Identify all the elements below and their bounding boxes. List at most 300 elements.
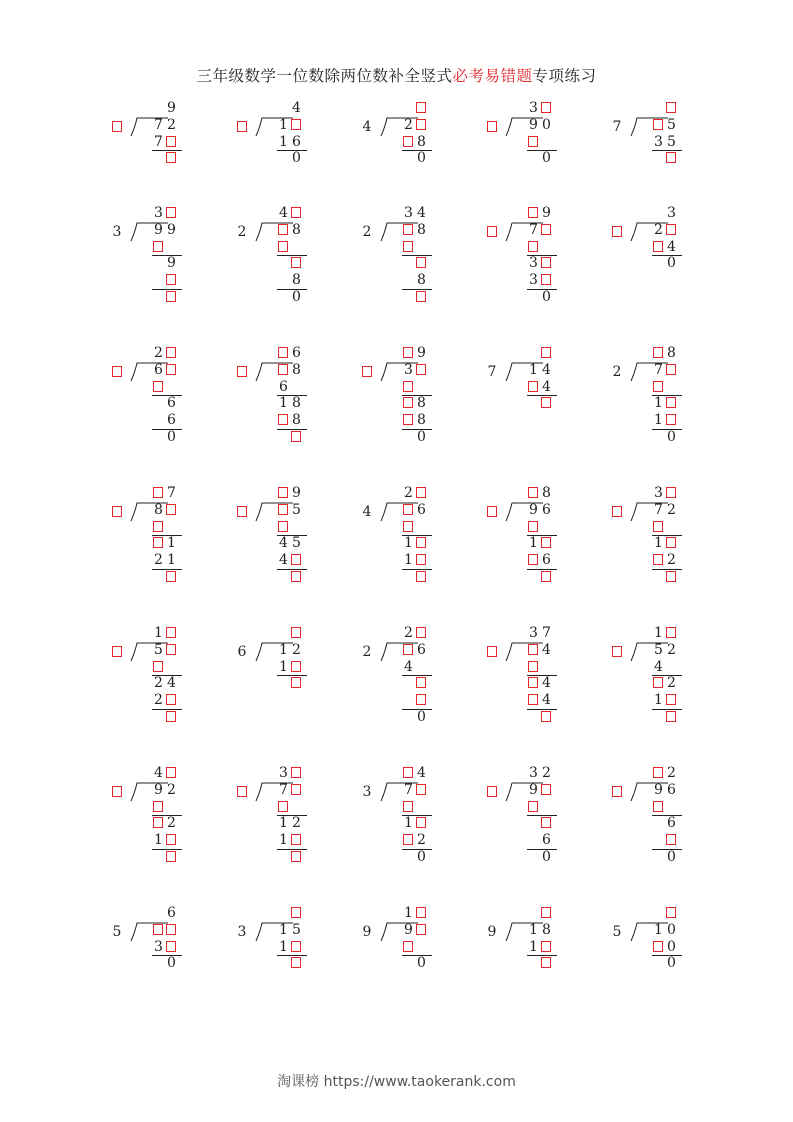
ones-blank-box[interactable] [290, 905, 303, 921]
blank-box[interactable] [291, 554, 301, 565]
blank-box[interactable] [403, 136, 413, 147]
blank-box[interactable] [153, 381, 163, 392]
ones-blank-box[interactable] [290, 255, 303, 271]
blank-box[interactable] [278, 801, 288, 812]
blank-box[interactable] [291, 571, 301, 582]
blank-box[interactable] [278, 487, 288, 498]
blank-box[interactable] [291, 257, 301, 268]
ones-blank-box[interactable] [540, 815, 553, 831]
ones-blank-box[interactable] [665, 362, 678, 378]
tens-blank-box[interactable] [402, 939, 415, 955]
ones-blank-box[interactable] [540, 782, 553, 798]
blank-box[interactable] [416, 102, 426, 113]
blank-box[interactable] [541, 397, 551, 408]
blank-box[interactable] [166, 274, 176, 285]
blank-box[interactable] [166, 364, 176, 375]
blank-box[interactable] [528, 207, 538, 218]
blank-box[interactable] [541, 784, 551, 795]
blank-box[interactable] [403, 224, 413, 235]
divisor[interactable] [235, 504, 249, 520]
ones-blank-box[interactable] [290, 117, 303, 133]
tens-blank-box[interactable] [652, 675, 665, 691]
blank-box[interactable] [153, 487, 163, 498]
ones-blank-box[interactable] [415, 100, 428, 116]
tens-blank-box[interactable] [402, 379, 415, 395]
blank-box[interactable] [666, 152, 676, 163]
ones-blank-box[interactable] [415, 255, 428, 271]
tens-blank-box[interactable] [527, 519, 540, 535]
blank-box[interactable] [541, 537, 551, 548]
tens-blank-box[interactable] [652, 939, 665, 955]
blank-box[interactable] [166, 207, 176, 218]
blank-box[interactable] [166, 694, 176, 705]
tens-blank-box[interactable] [277, 519, 290, 535]
tens-blank-box[interactable] [152, 799, 165, 815]
ones-blank-box[interactable] [665, 709, 678, 725]
tens-blank-box[interactable] [652, 379, 665, 395]
blank-box[interactable] [653, 767, 663, 778]
divisor[interactable] [235, 119, 249, 135]
tens-blank-box[interactable] [527, 552, 540, 568]
blank-box[interactable] [653, 241, 663, 252]
blank-box[interactable] [528, 521, 538, 532]
blank-box[interactable] [528, 487, 538, 498]
blank-box[interactable] [112, 121, 122, 132]
ones-blank-box[interactable] [665, 150, 678, 166]
blank-box[interactable] [528, 644, 538, 655]
blank-box[interactable] [541, 102, 551, 113]
blank-box[interactable] [541, 957, 551, 968]
ones-blank-box[interactable] [165, 849, 178, 865]
ones-blank-box[interactable] [290, 765, 303, 781]
blank-box[interactable] [653, 554, 663, 565]
blank-box[interactable] [153, 801, 163, 812]
divisor[interactable] [485, 224, 499, 240]
ones-blank-box[interactable] [165, 939, 178, 955]
blank-box[interactable] [278, 414, 288, 425]
blank-box[interactable] [487, 786, 497, 797]
blank-box[interactable] [166, 834, 176, 845]
blank-box[interactable] [528, 694, 538, 705]
blank-box[interactable] [666, 487, 676, 498]
ones-blank-box[interactable] [540, 569, 553, 585]
ones-blank-box[interactable] [665, 412, 678, 428]
blank-box[interactable] [166, 941, 176, 952]
blank-box[interactable] [666, 907, 676, 918]
ones-blank-box[interactable] [540, 535, 553, 551]
ones-blank-box[interactable] [165, 272, 178, 288]
ones-blank-box[interactable] [665, 569, 678, 585]
blank-box[interactable] [541, 711, 551, 722]
blank-box[interactable] [416, 364, 426, 375]
ones-blank-box[interactable] [415, 675, 428, 691]
blank-box[interactable] [528, 136, 538, 147]
blank-box[interactable] [416, 291, 426, 302]
ones-blank-box[interactable] [415, 922, 428, 938]
ones-blank-box[interactable] [165, 709, 178, 725]
blank-box[interactable] [166, 851, 176, 862]
ones-blank-box[interactable] [165, 205, 178, 221]
blank-box[interactable] [653, 347, 663, 358]
ones-blank-box[interactable] [415, 569, 428, 585]
blank-box[interactable] [416, 694, 426, 705]
ones-blank-box[interactable] [165, 642, 178, 658]
ones-blank-box[interactable] [165, 150, 178, 166]
ones-blank-box[interactable] [290, 832, 303, 848]
blank-box[interactable] [291, 941, 301, 952]
blank-box[interactable] [666, 711, 676, 722]
tens-blank-box[interactable] [402, 395, 415, 411]
tens-blank-box[interactable] [402, 222, 415, 238]
divisor[interactable] [110, 504, 124, 520]
blank-box[interactable] [278, 241, 288, 252]
blank-box[interactable] [166, 924, 176, 935]
divisor[interactable] [110, 644, 124, 660]
blank-box[interactable] [612, 786, 622, 797]
divisor[interactable] [235, 784, 249, 800]
blank-box[interactable] [653, 119, 663, 130]
blank-box[interactable] [666, 364, 676, 375]
blank-box[interactable] [528, 801, 538, 812]
blank-box[interactable] [291, 834, 301, 845]
tens-blank-box[interactable] [152, 379, 165, 395]
ones-blank-box[interactable] [415, 362, 428, 378]
blank-box[interactable] [416, 627, 426, 638]
tens-blank-box[interactable] [277, 485, 290, 501]
ones-blank-box[interactable] [540, 272, 553, 288]
ones-blank-box[interactable] [290, 429, 303, 445]
blank-box[interactable] [291, 661, 301, 672]
ones-blank-box[interactable] [290, 569, 303, 585]
blank-box[interactable] [166, 152, 176, 163]
blank-box[interactable] [291, 767, 301, 778]
tens-blank-box[interactable] [527, 205, 540, 221]
blank-box[interactable] [653, 677, 663, 688]
blank-box[interactable] [541, 274, 551, 285]
ones-blank-box[interactable] [165, 134, 178, 150]
blank-box[interactable] [237, 121, 247, 132]
tens-blank-box[interactable] [277, 502, 290, 518]
ones-blank-box[interactable] [165, 625, 178, 641]
blank-box[interactable] [403, 521, 413, 532]
tens-blank-box[interactable] [652, 117, 665, 133]
blank-box[interactable] [541, 257, 551, 268]
tens-blank-box[interactable] [152, 535, 165, 551]
blank-box[interactable] [291, 907, 301, 918]
blank-box[interactable] [153, 521, 163, 532]
blank-box[interactable] [528, 677, 538, 688]
tens-blank-box[interactable] [652, 239, 665, 255]
blank-box[interactable] [416, 571, 426, 582]
blank-box[interactable] [291, 851, 301, 862]
blank-box[interactable] [166, 767, 176, 778]
ones-blank-box[interactable] [290, 659, 303, 675]
tens-blank-box[interactable] [402, 502, 415, 518]
tens-blank-box[interactable] [152, 922, 165, 938]
blank-box[interactable] [291, 431, 301, 442]
blank-box[interactable] [166, 571, 176, 582]
blank-box[interactable] [112, 786, 122, 797]
divisor[interactable] [610, 784, 624, 800]
ones-blank-box[interactable] [290, 625, 303, 641]
ones-blank-box[interactable] [540, 100, 553, 116]
blank-box[interactable] [541, 347, 551, 358]
blank-box[interactable] [528, 554, 538, 565]
blank-box[interactable] [416, 257, 426, 268]
ones-blank-box[interactable] [290, 849, 303, 865]
ones-blank-box[interactable] [665, 905, 678, 921]
blank-box[interactable] [403, 414, 413, 425]
tens-blank-box[interactable] [402, 134, 415, 150]
blank-box[interactable] [528, 241, 538, 252]
ones-blank-box[interactable] [165, 832, 178, 848]
blank-box[interactable] [666, 397, 676, 408]
ones-blank-box[interactable] [540, 905, 553, 921]
ones-blank-box[interactable] [165, 922, 178, 938]
tens-blank-box[interactable] [277, 362, 290, 378]
blank-box[interactable] [416, 487, 426, 498]
blank-box[interactable] [291, 207, 301, 218]
blank-box[interactable] [291, 627, 301, 638]
ones-blank-box[interactable] [415, 552, 428, 568]
blank-box[interactable] [416, 817, 426, 828]
blank-box[interactable] [166, 291, 176, 302]
blank-box[interactable] [528, 381, 538, 392]
blank-box[interactable] [278, 347, 288, 358]
ones-blank-box[interactable] [415, 692, 428, 708]
tens-blank-box[interactable] [652, 799, 665, 815]
blank-box[interactable] [166, 644, 176, 655]
blank-box[interactable] [416, 907, 426, 918]
blank-box[interactable] [403, 767, 413, 778]
tens-blank-box[interactable] [527, 379, 540, 395]
blank-box[interactable] [166, 504, 176, 515]
ones-blank-box[interactable] [165, 345, 178, 361]
divisor[interactable] [110, 364, 124, 380]
ones-blank-box[interactable] [165, 692, 178, 708]
blank-box[interactable] [666, 224, 676, 235]
blank-box[interactable] [166, 711, 176, 722]
blank-box[interactable] [291, 784, 301, 795]
divisor[interactable] [610, 224, 624, 240]
tens-blank-box[interactable] [402, 642, 415, 658]
blank-box[interactable] [541, 817, 551, 828]
blank-box[interactable] [237, 366, 247, 377]
divisor[interactable] [610, 504, 624, 520]
tens-blank-box[interactable] [277, 222, 290, 238]
ones-blank-box[interactable] [290, 955, 303, 971]
tens-blank-box[interactable] [527, 239, 540, 255]
blank-box[interactable] [666, 694, 676, 705]
ones-blank-box[interactable] [665, 222, 678, 238]
tens-blank-box[interactable] [402, 799, 415, 815]
ones-blank-box[interactable] [665, 100, 678, 116]
blank-box[interactable] [666, 571, 676, 582]
ones-blank-box[interactable] [415, 485, 428, 501]
tens-blank-box[interactable] [527, 692, 540, 708]
ones-blank-box[interactable] [415, 782, 428, 798]
ones-blank-box[interactable] [415, 625, 428, 641]
ones-blank-box[interactable] [540, 222, 553, 238]
ones-blank-box[interactable] [165, 765, 178, 781]
ones-blank-box[interactable] [290, 205, 303, 221]
blank-box[interactable] [153, 241, 163, 252]
ones-blank-box[interactable] [290, 939, 303, 955]
tens-blank-box[interactable] [152, 239, 165, 255]
ones-blank-box[interactable] [165, 289, 178, 305]
blank-box[interactable] [278, 504, 288, 515]
divisor[interactable] [110, 784, 124, 800]
blank-box[interactable] [403, 941, 413, 952]
tens-blank-box[interactable] [652, 345, 665, 361]
ones-blank-box[interactable] [665, 625, 678, 641]
divisor[interactable] [610, 644, 624, 660]
tens-blank-box[interactable] [402, 765, 415, 781]
ones-blank-box[interactable] [415, 289, 428, 305]
ones-blank-box[interactable] [415, 117, 428, 133]
divisor[interactable] [360, 364, 374, 380]
blank-box[interactable] [666, 537, 676, 548]
blank-box[interactable] [666, 834, 676, 845]
ones-blank-box[interactable] [665, 485, 678, 501]
ones-blank-box[interactable] [665, 832, 678, 848]
tens-blank-box[interactable] [402, 832, 415, 848]
blank-box[interactable] [487, 506, 497, 517]
tens-blank-box[interactable] [277, 799, 290, 815]
blank-box[interactable] [416, 119, 426, 130]
ones-blank-box[interactable] [290, 552, 303, 568]
tens-blank-box[interactable] [652, 519, 665, 535]
blank-box[interactable] [403, 241, 413, 252]
blank-box[interactable] [416, 537, 426, 548]
blank-box[interactable] [403, 397, 413, 408]
ones-blank-box[interactable] [665, 692, 678, 708]
blank-box[interactable] [112, 646, 122, 657]
divisor[interactable] [485, 504, 499, 520]
tens-blank-box[interactable] [402, 519, 415, 535]
blank-box[interactable] [487, 226, 497, 237]
blank-box[interactable] [653, 941, 663, 952]
blank-box[interactable] [153, 537, 163, 548]
blank-box[interactable] [403, 381, 413, 392]
tens-blank-box[interactable] [527, 134, 540, 150]
blank-box[interactable] [278, 224, 288, 235]
tens-blank-box[interactable] [277, 412, 290, 428]
blank-box[interactable] [487, 646, 497, 657]
blank-box[interactable] [528, 661, 538, 672]
blank-box[interactable] [362, 366, 372, 377]
blank-box[interactable] [278, 364, 288, 375]
blank-box[interactable] [166, 347, 176, 358]
divisor[interactable] [110, 119, 124, 135]
tens-blank-box[interactable] [277, 239, 290, 255]
tens-blank-box[interactable] [152, 485, 165, 501]
blank-box[interactable] [278, 521, 288, 532]
tens-blank-box[interactable] [152, 659, 165, 675]
blank-box[interactable] [653, 521, 663, 532]
tens-blank-box[interactable] [152, 815, 165, 831]
ones-blank-box[interactable] [540, 395, 553, 411]
ones-blank-box[interactable] [415, 905, 428, 921]
tens-blank-box[interactable] [527, 485, 540, 501]
ones-blank-box[interactable] [540, 955, 553, 971]
tens-blank-box[interactable] [652, 552, 665, 568]
tens-blank-box[interactable] [402, 345, 415, 361]
tens-blank-box[interactable] [652, 765, 665, 781]
blank-box[interactable] [612, 646, 622, 657]
divisor[interactable] [485, 119, 499, 135]
blank-box[interactable] [666, 627, 676, 638]
ones-blank-box[interactable] [540, 939, 553, 955]
blank-box[interactable] [416, 784, 426, 795]
blank-box[interactable] [487, 121, 497, 132]
blank-box[interactable] [237, 506, 247, 517]
blank-box[interactable] [291, 119, 301, 130]
divisor[interactable] [485, 644, 499, 660]
blank-box[interactable] [403, 504, 413, 515]
blank-box[interactable] [403, 347, 413, 358]
ones-blank-box[interactable] [290, 782, 303, 798]
blank-box[interactable] [153, 661, 163, 672]
tens-blank-box[interactable] [527, 675, 540, 691]
ones-blank-box[interactable] [290, 675, 303, 691]
tens-blank-box[interactable] [527, 659, 540, 675]
ones-blank-box[interactable] [665, 535, 678, 551]
ones-blank-box[interactable] [165, 569, 178, 585]
tens-blank-box[interactable] [527, 642, 540, 658]
tens-blank-box[interactable] [152, 519, 165, 535]
ones-blank-box[interactable] [540, 255, 553, 271]
blank-box[interactable] [153, 924, 163, 935]
tens-blank-box[interactable] [402, 239, 415, 255]
blank-box[interactable] [541, 224, 551, 235]
blank-box[interactable] [541, 941, 551, 952]
blank-box[interactable] [166, 627, 176, 638]
divisor[interactable] [235, 364, 249, 380]
blank-box[interactable] [416, 677, 426, 688]
ones-blank-box[interactable] [540, 709, 553, 725]
blank-box[interactable] [666, 102, 676, 113]
blank-box[interactable] [237, 786, 247, 797]
blank-box[interactable] [612, 506, 622, 517]
blank-box[interactable] [416, 554, 426, 565]
blank-box[interactable] [666, 414, 676, 425]
ones-blank-box[interactable] [165, 362, 178, 378]
ones-blank-box[interactable] [415, 815, 428, 831]
blank-box[interactable] [403, 644, 413, 655]
blank-box[interactable] [416, 924, 426, 935]
blank-box[interactable] [112, 366, 122, 377]
blank-box[interactable] [541, 907, 551, 918]
ones-blank-box[interactable] [415, 535, 428, 551]
blank-box[interactable] [541, 571, 551, 582]
blank-box[interactable] [403, 834, 413, 845]
blank-box[interactable] [612, 226, 622, 237]
blank-box[interactable] [153, 817, 163, 828]
blank-box[interactable] [653, 801, 663, 812]
blank-box[interactable] [653, 381, 663, 392]
blank-box[interactable] [112, 506, 122, 517]
ones-blank-box[interactable] [665, 395, 678, 411]
blank-box[interactable] [291, 957, 301, 968]
tens-blank-box[interactable] [277, 345, 290, 361]
blank-box[interactable] [291, 677, 301, 688]
ones-blank-box[interactable] [165, 502, 178, 518]
divisor[interactable] [485, 784, 499, 800]
tens-blank-box[interactable] [527, 799, 540, 815]
tens-blank-box[interactable] [402, 412, 415, 428]
blank-box[interactable] [403, 801, 413, 812]
